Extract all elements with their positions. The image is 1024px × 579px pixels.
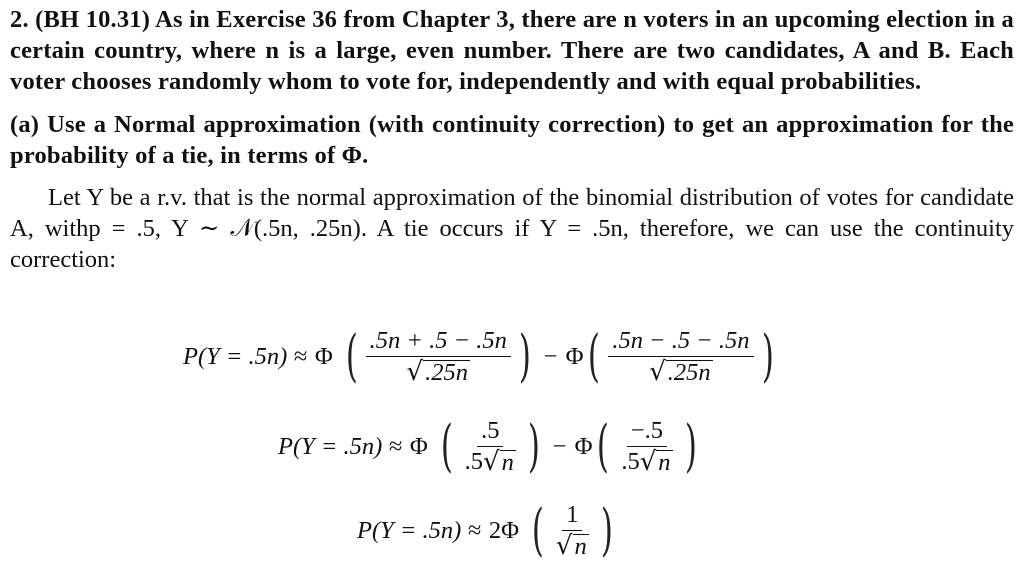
eq1-fraction-a: [366, 328, 511, 385]
equation-3: [357, 497, 618, 563]
eq2-den-coef-b: .5: [621, 448, 640, 475]
document-page: [10, 4, 1014, 275]
eq1-phi-a: Φ: [314, 342, 333, 370]
eq1-radicand-a: .25n: [425, 359, 468, 386]
sqrt-symbol: √: [555, 531, 573, 561]
sqrt-symbol: √: [639, 447, 657, 477]
eq1-paren-close-b: ): [761, 323, 774, 389]
sqrt-symbol: √: [406, 357, 424, 387]
eq3-fraction: [552, 502, 593, 559]
problem-statement: [10, 4, 1014, 97]
eq2-denominator-b: [617, 447, 676, 475]
eq2-paren-open-a: (: [440, 413, 453, 479]
eq1-fraction-b: [608, 328, 753, 385]
eq2-phi-a: Φ: [409, 432, 428, 460]
question-text: (a) Use a Normal approximation (with continuity correction) to get an approximation for the probability of a tie, in terms of Φ.: [10, 111, 1014, 169]
eq3-paren-close: ): [600, 497, 613, 563]
eq2-denominator-a: [461, 447, 520, 475]
eq2-lhs: P(Y = .5n) ≈: [278, 432, 402, 460]
sqrt-symbol: √: [649, 357, 666, 387]
sqrt-symbol: √: [483, 447, 500, 477]
answer-text: Let Y be a r.v. that is the normal approximation of the binomial distribution of votes for candidate A, withp = .5, Y ∼ 𝒩(.5n, .25n). A tie occurs if Y = .5n, therefore, we can use the continuity correction:: [10, 184, 1014, 273]
eq1-phi-b: Φ: [565, 342, 584, 370]
eq1-denominator-b: [645, 357, 716, 385]
eq2-paren-close-a: ): [527, 413, 540, 479]
eq3-coef: 2Φ: [488, 516, 520, 544]
eq3-lhs: P(Y = .5n) ≈: [357, 516, 481, 544]
question-statement: [10, 109, 1014, 171]
eq2-numerator-a: .5: [477, 418, 503, 447]
eq2-radicand-a: n: [501, 449, 514, 476]
eq1-paren-close-a: ): [518, 323, 531, 389]
eq3-radicand: n: [574, 533, 587, 560]
eq2-numerator-b: −.5: [627, 418, 667, 447]
eq2-fraction-a: [461, 418, 520, 475]
eq1-paren-open-b: (: [588, 323, 601, 389]
eq1-numerator-b: .5n − .5 − .5n: [608, 328, 753, 357]
eq2-den-coef-a: .5: [464, 448, 484, 475]
answer-paragraph: [10, 182, 1014, 275]
eq2-paren-open-b: (: [597, 413, 610, 479]
eq1-lhs: P(Y = .5n) ≈: [183, 342, 307, 370]
eq2-fraction-b: [617, 418, 676, 475]
eq3-denominator: [552, 531, 593, 559]
eq1-denominator-a: [403, 357, 474, 385]
eq2-radicand-b: n: [658, 449, 671, 476]
eq2-minus: −: [552, 432, 567, 460]
equation-2: [278, 413, 701, 479]
eq3-paren-open: (: [531, 497, 545, 563]
eq2-phi-b: Φ: [574, 432, 593, 460]
eq1-paren-open-a: (: [345, 323, 358, 389]
problem-text: 2. (BH 10.31) As in Exercise 36 from Chapter 3, there are n voters in an upcoming election in a certain country, where n is a large, even number. There are two candidates, A and B. Each voter chooses randomly whom to vote for, independently and with equal probabilities.: [10, 6, 1014, 95]
eq3-numerator: 1: [562, 502, 582, 531]
eq1-minus: −: [543, 342, 558, 370]
eq2-paren-close-b: ): [684, 413, 697, 479]
eq1-radicand-b: .25n: [667, 359, 711, 386]
equation-1: [183, 323, 778, 389]
eq1-numerator-a: .5n + .5 − .5n: [366, 328, 511, 357]
